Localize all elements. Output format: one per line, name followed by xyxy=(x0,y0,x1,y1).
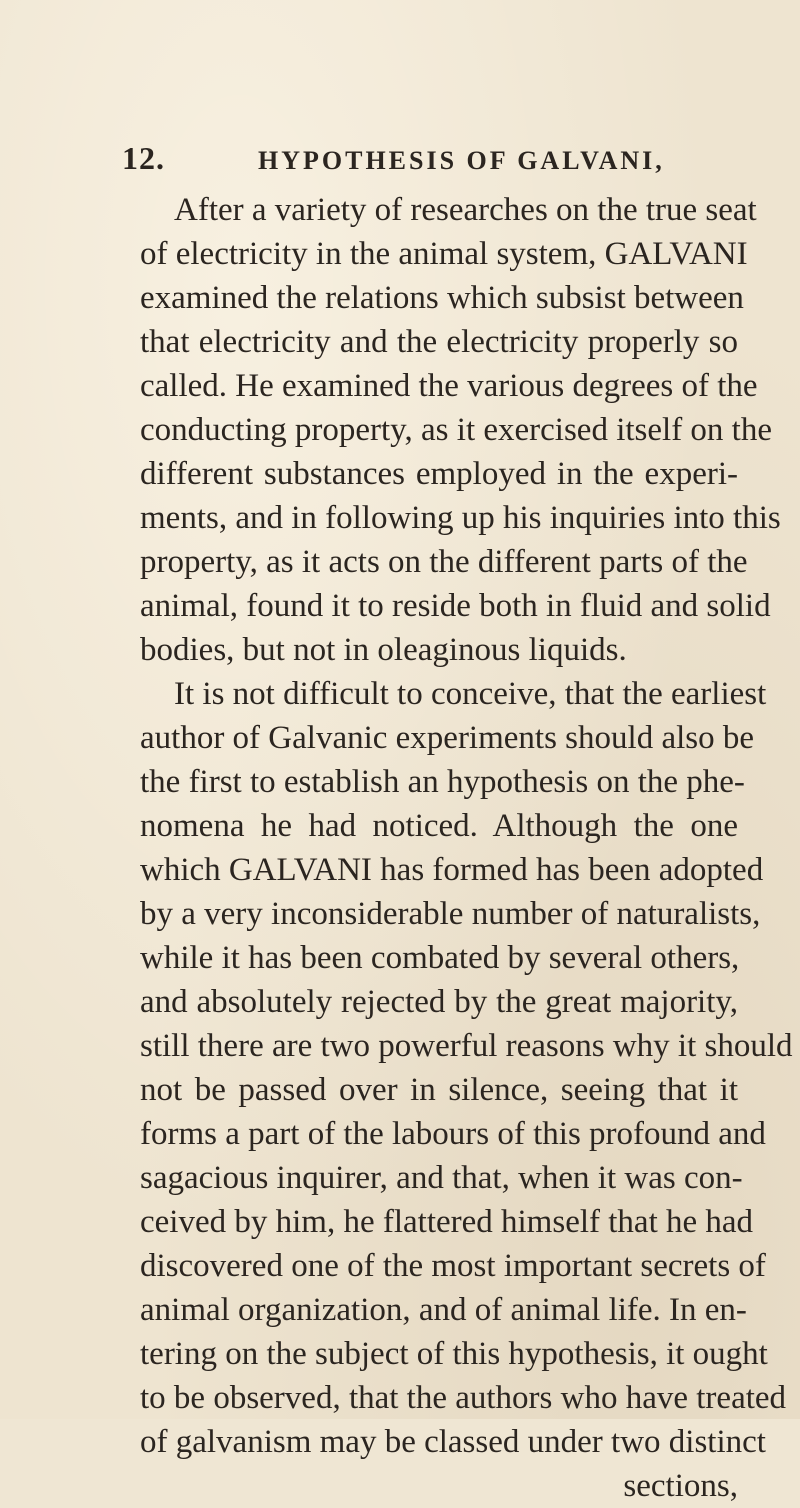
running-head xyxy=(122,140,742,180)
text-line: discovered one of the most important secrets of xyxy=(140,1248,766,1284)
text-line: ments, and in following up his inquiries into this xyxy=(140,500,781,536)
text-line: while it has been combated by several others, xyxy=(140,940,740,976)
text-line: different substances employed in the experi- xyxy=(140,456,738,492)
body-text xyxy=(140,188,793,1508)
text-line: conducting property, as it exercised itself on the xyxy=(140,412,772,448)
text-line: which GALVANI has formed has been adopted xyxy=(140,852,764,888)
catchword: sections, xyxy=(623,1468,738,1504)
text-line: It is not difficult to conceive, that the earliest xyxy=(174,676,767,712)
text-line: nomena he had noticed. Although the one xyxy=(140,808,738,844)
text-line: called. He examined the various degrees of the xyxy=(140,368,758,404)
text-line: and absolutely rejected by the great majority, xyxy=(140,984,738,1020)
text-line: tering on the subject of this hypothesis, it ought xyxy=(140,1336,768,1372)
running-title: HYPOTHESIS OF GALVANI, xyxy=(258,146,665,175)
text-line: still there are two powerful reasons why it should xyxy=(140,1028,793,1064)
text-line: examined the relations which subsist between xyxy=(140,280,744,316)
text-line: animal organization, and of animal life. In en- xyxy=(140,1292,747,1328)
text-line: not be passed over in silence, seeing that it xyxy=(140,1072,738,1108)
text-line: ceived by him, he flattered himself that he had xyxy=(140,1204,754,1240)
text-line: sagacious inquirer, and that, when it was con- xyxy=(140,1160,743,1196)
page-number: 12. xyxy=(122,140,165,176)
text-line: of electricity in the animal system, GALVANI xyxy=(140,236,748,272)
text-line: property, as it acts on the different parts of the xyxy=(140,544,748,580)
text-line: After a variety of researches on the true seat xyxy=(174,192,757,228)
text-line: of galvanism may be classed under two distinct xyxy=(140,1424,766,1460)
text-line: that electricity and the electricity properly so xyxy=(140,324,738,360)
text-line: animal, found it to reside both in fluid and solid xyxy=(140,588,771,624)
text-line: by a very inconsiderable number of naturalists, xyxy=(140,896,761,932)
text-line: to be observed, that the authors who have treated xyxy=(140,1380,787,1416)
text-line: author of Galvanic experiments should also be xyxy=(140,720,754,756)
text-line: bodies, but not in oleaginous liquids. xyxy=(140,632,627,668)
text-line: forms a part of the labours of this profound and xyxy=(140,1116,766,1152)
text-line: the first to establish an hypothesis on the phe- xyxy=(140,764,745,800)
